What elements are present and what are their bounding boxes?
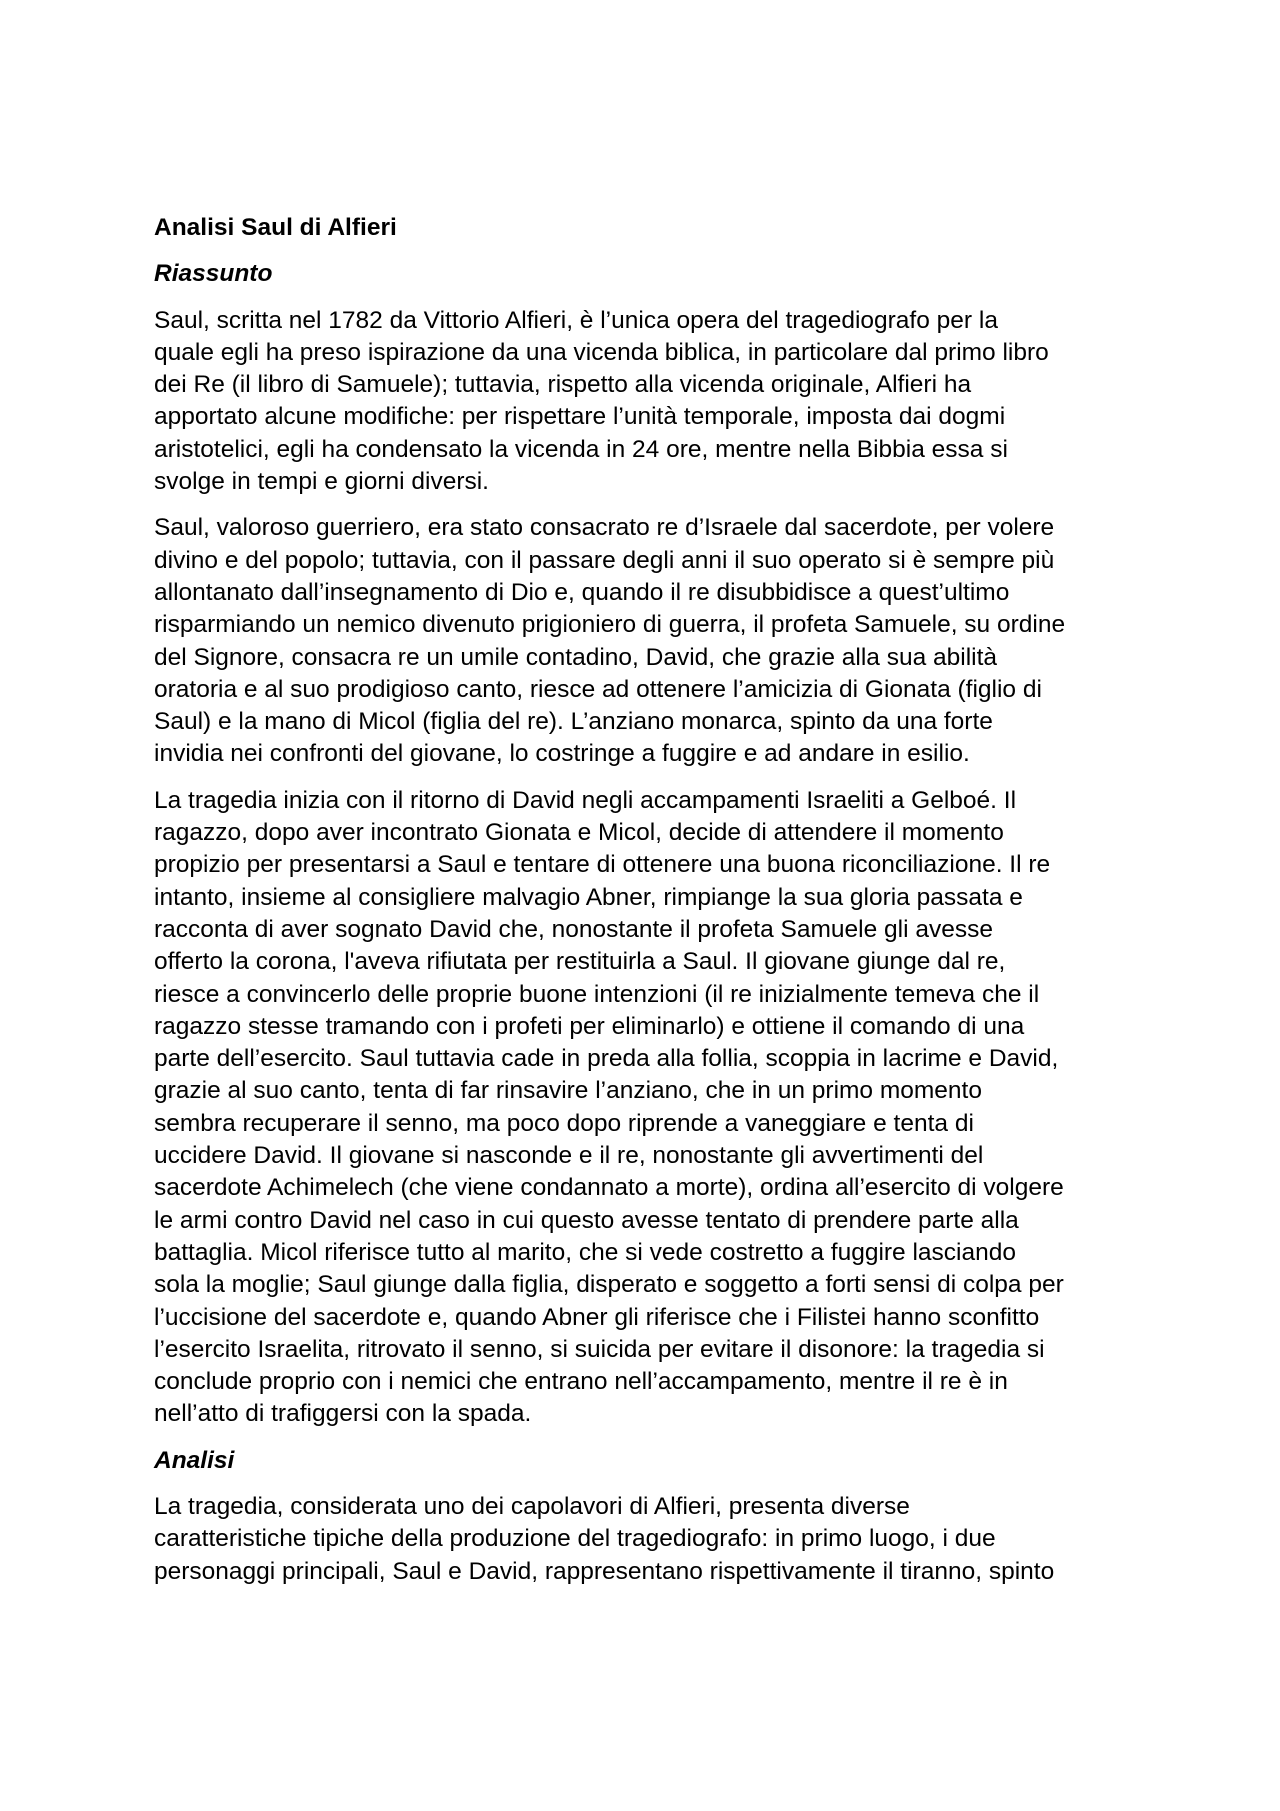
text-line: Saul, scritta nel 1782 da Vittorio Alfieri, è l’unica opera del tragediografo per la: [154, 306, 998, 334]
paragraph: [154, 512, 1134, 770]
text-line: uccidere David. Il giovane si nasconde e il re, nonostante gli avvertimenti del: [154, 1142, 984, 1170]
text-line: nell’atto di trafiggersi con la spada.: [154, 1400, 532, 1428]
document-body: [154, 258, 1134, 1588]
text-line: l’esercito Israelita, ritrovato il senno, si suicida per evitare il disonore: la tragedia si: [154, 1335, 1045, 1363]
text-line: La tragedia inizia con il ritorno di David negli accampamenti Israeliti a Gelboé. Il: [154, 786, 1017, 814]
text-line: aristotelici, egli ha condensato la vicenda in 24 ore, mentre nella Bibbia essa si: [154, 435, 1008, 463]
text-line: propizio per presentarsi a Saul e tentare di ottenere una buona riconciliazione. Il re: [154, 851, 1051, 879]
text-line: svolge in tempi e giorni diversi.: [154, 468, 489, 496]
text-line: del Signore, consacra re un umile contadino, David, che grazie alla sua abilità: [154, 643, 998, 671]
text-line: grazie al suo canto, tenta di far rinsavire l’anziano, che in un primo momento: [154, 1077, 982, 1105]
text-line: conclude proprio con i nemici che entrano nell’accampamento, mentre il re è in: [154, 1368, 1008, 1396]
paragraph: [154, 1491, 1134, 1588]
document-title: Analisi Saul di Alfieri: [154, 214, 397, 241]
text-line: apportato alcune modifiche: per rispettare l’unità temporale, imposta dai dogmi: [154, 403, 1006, 431]
paragraph: [154, 305, 1134, 499]
text-line: Saul) e la mano di Micol (figlia del re). L’anziano monarca, spinto da una forte: [154, 708, 993, 736]
text-line: ragazzo, dopo aver incontrato Gionata e Micol, decide di attendere il momento: [154, 819, 1004, 847]
text-line: le armi contro David nel caso in cui questo avesse tentato di prendere parte alla: [154, 1206, 1019, 1234]
text-line: personaggi principali, Saul e David, rappresentano rispettivamente il tiranno, spinto: [154, 1557, 1055, 1585]
text-line: riesce a convincerlo delle proprie buone intenzioni (il re inizialmente temeva che il: [154, 980, 1040, 1008]
text-line: ragazzo stesse tramando con i profeti per eliminarlo) e ottiene il comando di una: [154, 1012, 1025, 1040]
text-line: offerto la corona, l'aveva rifiutata per restituirla a Saul. Il giovane giunge dal re,: [154, 948, 1006, 976]
text-line: sola la moglie; Saul giunge dalla figlia, disperato e soggetto a forti sensi di colpa per: [154, 1271, 1064, 1299]
text-line: allontanato dall’insegnamento di Dio e, quando il re disubbidisce a quest’ultimo: [154, 578, 1010, 606]
text-line: Saul, valoroso guerriero, era stato consacrato re d’Israele dal sacerdote, per volere: [154, 514, 1055, 542]
text-line: oratoria e al suo prodigioso canto, riesce ad ottenere l’amicizia di Gionata (figlio di: [154, 675, 1042, 703]
text-line: caratteristiche tipiche della produzione del tragediografo: in primo luogo, i due: [154, 1525, 996, 1553]
text-line: intanto, insieme al consigliere malvagio Abner, rimpiange la sua gloria passata e: [154, 883, 1023, 911]
text-line: sacerdote Achimelech (che viene condannato a morte), ordina all’esercito di volgere: [154, 1174, 1064, 1202]
section-heading: Analisi: [154, 1446, 235, 1474]
text-line: l’uccisione del sacerdote e, quando Abner gli riferisce che i Filistei hanno sconfitto: [154, 1303, 1040, 1331]
text-line: racconta di aver sognato David che, nonostante il profeta Samuele gli avesse: [154, 915, 993, 943]
document-page: [154, 212, 1134, 1602]
text-line: battaglia. Micol riferisce tutto al marito, che si vede costretto a fuggire lasciando: [154, 1238, 1016, 1266]
text-line: La tragedia, considerata uno dei capolavori di Alfieri, presenta diverse: [154, 1492, 910, 1520]
text-line: invidia nei confronti del giovane, lo costringe a fuggire e ad andare in esilio.: [154, 740, 970, 768]
text-line: parte dell’esercito. Saul tuttavia cade in preda alla follia, scoppia in lacrime e David,: [154, 1045, 1059, 1073]
text-line: dei Re (il libro di Samuele); tuttavia, rispetto alla vicenda originale, Alfieri ha: [154, 371, 972, 399]
section-heading: Riassunto: [154, 260, 273, 288]
paragraph: [154, 785, 1134, 1431]
text-line: sembra recuperare il senno, ma poco dopo riprende a vaneggiare e tenta di: [154, 1109, 974, 1137]
text-line: risparmiando un nemico divenuto prigioniero di guerra, il profeta Samuele, su ordine: [154, 611, 1066, 639]
text-line: quale egli ha preso ispirazione da una vicenda biblica, in particolare dal primo libro: [154, 338, 1049, 366]
text-line: divino e del popolo; tuttavia, con il passare degli anni il suo operato si è sempre più: [154, 546, 1055, 574]
